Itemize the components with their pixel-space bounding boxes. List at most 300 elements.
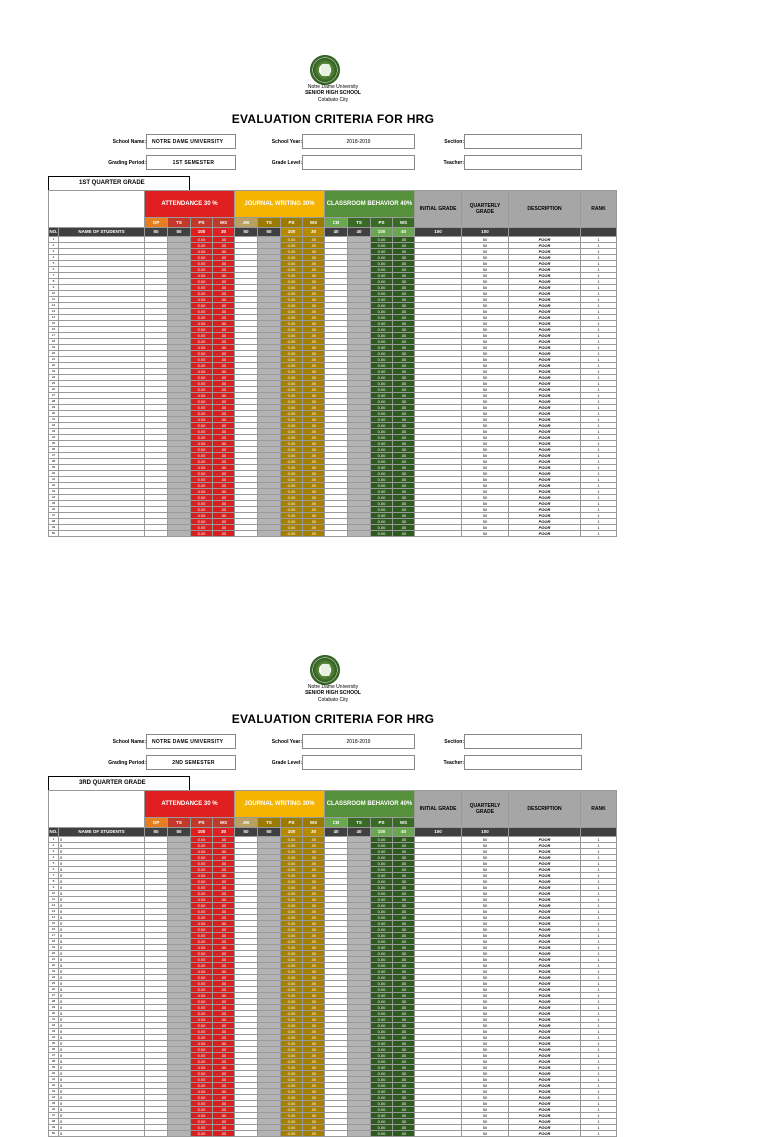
jw-ps-cell: 0.00 [281, 387, 303, 393]
cb-ps-cell: 0.00 [371, 1053, 393, 1059]
student-name-cell[interactable]: 0 [59, 1029, 145, 1035]
cb-ws-total: 40 [393, 228, 415, 237]
row-number-cell: 34 [49, 1035, 59, 1041]
att-ps-cell: 0.00 [191, 1035, 213, 1041]
att-ps-cell: 0.00 [191, 987, 213, 993]
quarterly-grade-cell: 50 [462, 435, 509, 441]
jw-ps-cell: 0.00 [281, 1089, 303, 1095]
cb-ws-cell: .00 [393, 309, 415, 315]
student-name-cell[interactable]: 0 [59, 1023, 145, 1029]
jw-ps-cell: 0.00 [281, 291, 303, 297]
student-name-cell[interactable]: 0 [59, 939, 145, 945]
rank-cell: 1 [581, 939, 617, 945]
university-seal-icon [310, 55, 340, 85]
att-ws-cell: .00 [213, 507, 235, 513]
quarterly-grade-cell: 50 [462, 855, 509, 861]
student-name-cell[interactable]: 0 [59, 1005, 145, 1011]
att-ws-cell: .00 [213, 993, 235, 999]
jw-ps-cell: 0.00 [281, 399, 303, 405]
cb-ps-cell: 0.00 [371, 471, 393, 477]
student-name-cell[interactable]: 0 [59, 1125, 145, 1131]
jw-ps-cell: 0.00 [281, 417, 303, 423]
cb-ps-cell: 0.00 [371, 381, 393, 387]
description-cell: POOR [509, 495, 581, 501]
student-name-cell[interactable]: 0 [59, 1017, 145, 1023]
jw-ps-cell: 0.00 [281, 411, 303, 417]
description-cell: POOR [509, 927, 581, 933]
cb-ps-cell: 0.00 [371, 273, 393, 279]
cb-ps-cell: 0.00 [371, 1113, 393, 1119]
row-number-cell: 46 [49, 1107, 59, 1113]
student-name-cell[interactable] [59, 531, 145, 537]
att-ps-cell: 0.00 [191, 867, 213, 873]
row-number-cell: 42 [49, 483, 59, 489]
cb-ps-cell: 0.00 [371, 243, 393, 249]
cb-cb-header: CB [325, 818, 348, 828]
grade-level-field[interactable] [302, 755, 415, 770]
att-op-header: OP [145, 218, 168, 228]
classroom-behavior-header: CLASSROOM BEHAVIOR 40% [325, 791, 415, 818]
description-cell: POOR [509, 969, 581, 975]
cb-ws-cell: .00 [393, 993, 415, 999]
row-number-cell: 29 [49, 405, 59, 411]
student-name-cell[interactable]: 0 [59, 1119, 145, 1125]
student-name-cell[interactable]: 0 [59, 1065, 145, 1071]
jw-ps-cell: 0.00 [281, 897, 303, 903]
description-cell: POOR [509, 1011, 581, 1017]
att-ws-cell: .00 [213, 291, 235, 297]
cb-ps-cell: 0.00 [371, 837, 393, 843]
student-name-cell[interactable]: 0 [59, 1011, 145, 1017]
jw-ws-cell: .00 [303, 849, 325, 855]
description-cell: POOR [509, 1083, 581, 1089]
rank-cell: 1 [581, 459, 617, 465]
jw-ps-cell: 0.00 [281, 477, 303, 483]
quarterly-grade-cell: 50 [462, 399, 509, 405]
cb-ps-cell: 0.00 [371, 1101, 393, 1107]
cb-ps-cell: 0.00 [371, 897, 393, 903]
quarterly-grade-cell: 50 [462, 999, 509, 1005]
jw-ws-cell: .00 [303, 279, 325, 285]
description-cell: POOR [509, 333, 581, 339]
jw-ps-cell: 0.00 [281, 375, 303, 381]
cb-ps-cell: 0.00 [371, 477, 393, 483]
student-name-cell[interactable]: 0 [59, 945, 145, 951]
student-name-cell[interactable]: 0 [59, 921, 145, 927]
student-name-cell[interactable]: 0 [59, 993, 145, 999]
cb-ps-total: 100 [371, 228, 393, 237]
rank-cell: 1 [581, 321, 617, 327]
teacher-field[interactable] [464, 155, 582, 170]
student-name-cell[interactable]: 0 [59, 1095, 145, 1101]
row-number-cell: 36 [49, 447, 59, 453]
student-name-cell[interactable]: 0 [59, 1035, 145, 1041]
cb-ws-cell: .00 [393, 1059, 415, 1065]
att-ws-cell: .00 [213, 957, 235, 963]
grade-level-field[interactable] [302, 155, 415, 170]
jw-ws-cell: .00 [303, 531, 325, 537]
row-number-cell: 3 [49, 249, 59, 255]
classroom-behavior-header: CLASSROOM BEHAVIOR 40% [325, 191, 415, 218]
student-name-cell[interactable]: 0 [59, 1131, 145, 1137]
student-name-cell[interactable]: 0 [59, 1047, 145, 1053]
att-ps-cell: 0.00 [191, 891, 213, 897]
rank-cell: 1 [581, 975, 617, 981]
quarterly-grade-cell: 50 [462, 459, 509, 465]
school-year-field[interactable]: 2018-2019 [302, 734, 415, 749]
jw-ps-cell: 0.00 [281, 1077, 303, 1083]
quarter-grade-label: 3RD QUARTER GRADE [48, 776, 190, 790]
quarterly-grade-cell: 50 [462, 249, 509, 255]
quarterly-grade-cell: 50 [462, 333, 509, 339]
student-name-cell[interactable]: 0 [59, 933, 145, 939]
page-title: EVALUATION CRITERIA FOR HRG [231, 112, 435, 126]
att-ws-cell: .00 [213, 369, 235, 375]
quarterly-grade-cell: 50 [462, 1017, 509, 1023]
jw-ws-cell: .00 [303, 489, 325, 495]
student-name-cell[interactable]: 0 [59, 897, 145, 903]
student-name-cell[interactable]: 0 [59, 903, 145, 909]
att-ps-cell: 0.00 [191, 435, 213, 441]
cb-ws-cell: .00 [393, 921, 415, 927]
quarterly-grade-cell: 50 [462, 1077, 509, 1083]
jw-ps-cell: 0.00 [281, 519, 303, 525]
student-name-cell[interactable]: 0 [59, 927, 145, 933]
jw-ps-cell: 0.00 [281, 921, 303, 927]
rank-cell: 1 [581, 399, 617, 405]
att-ws-cell: .00 [213, 1011, 235, 1017]
row-number-cell: 33 [49, 429, 59, 435]
row-number-cell: 9 [49, 285, 59, 291]
description-cell: POOR [509, 291, 581, 297]
rank-cell: 1 [581, 513, 617, 519]
jw-ps-cell: 0.00 [281, 963, 303, 969]
student-name-cell[interactable]: 0 [59, 957, 145, 963]
quarterly-grade-cell: 50 [462, 849, 509, 855]
rank-cell: 1 [581, 903, 617, 909]
att-ws-cell: .00 [213, 939, 235, 945]
jw-ws-cell: .00 [303, 897, 325, 903]
cb-ps-cell: 0.00 [371, 849, 393, 855]
att-ps-cell: 0.00 [191, 837, 213, 843]
cb-ps-cell: 0.00 [371, 423, 393, 429]
jw-ws-cell: .00 [303, 381, 325, 387]
row-number-cell: 38 [49, 459, 59, 465]
student-name-cell[interactable]: 0 [59, 951, 145, 957]
att-ws-cell: .00 [213, 891, 235, 897]
row-number-cell: 34 [49, 435, 59, 441]
att-ps-header: PS [191, 818, 213, 828]
cb-ps-cell: 0.00 [371, 417, 393, 423]
cb-ws-cell: .00 [393, 369, 415, 375]
section-field[interactable] [464, 734, 582, 749]
rank-cell: 1 [581, 309, 617, 315]
att-ws-cell: .00 [213, 267, 235, 273]
name-of-students-header: NAME OF STUDENTS [59, 228, 145, 237]
description-cell: POOR [509, 417, 581, 423]
student-name-cell[interactable]: 0 [59, 867, 145, 873]
att-ps-cell: 0.00 [191, 939, 213, 945]
jw-ws-cell: .00 [303, 999, 325, 1005]
att-ps-cell: 0.00 [191, 1107, 213, 1113]
att-ps-cell: 0.00 [191, 375, 213, 381]
att-ws-cell: .00 [213, 1035, 235, 1041]
att-ws-cell: .00 [213, 483, 235, 489]
cb-ps-cell: 0.00 [371, 1017, 393, 1023]
school-year-field[interactable]: 2018-2019 [302, 134, 415, 149]
row-number-cell: 37 [49, 1053, 59, 1059]
student-name-cell[interactable]: 0 [59, 837, 145, 843]
description-cell: POOR [509, 1107, 581, 1113]
student-name-cell[interactable]: 0 [59, 873, 145, 879]
cb-ws-cell: .00 [393, 345, 415, 351]
quarterly-grade-cell: 50 [462, 1131, 509, 1137]
quarterly-grade-cell: 50 [462, 273, 509, 279]
quarterly-grade-cell: 50 [462, 933, 509, 939]
att-ps-cell: 0.00 [191, 849, 213, 855]
att-ps-cell: 0.00 [191, 951, 213, 957]
jw-ps-cell: 0.00 [281, 489, 303, 495]
att-ws-cell: .00 [213, 1083, 235, 1089]
cb-ps-cell: 0.00 [371, 903, 393, 909]
teacher-field[interactable] [464, 755, 582, 770]
row-number-cell: 19 [49, 945, 59, 951]
cb-ws-cell: .00 [393, 849, 415, 855]
cb-ps-cell: 0.00 [371, 1131, 393, 1137]
student-name-cell[interactable]: 0 [59, 999, 145, 1005]
jw-ws-cell: .00 [303, 1047, 325, 1053]
student-name-cell[interactable]: 0 [59, 1089, 145, 1095]
att-ws-cell: .00 [213, 393, 235, 399]
jw-ws-cell: .00 [303, 927, 325, 933]
cb-ps-cell: 0.00 [371, 873, 393, 879]
att-ps-cell: 0.00 [191, 1029, 213, 1035]
student-name-cell[interactable]: 0 [59, 885, 145, 891]
att-ws-cell: .00 [213, 873, 235, 879]
row-number-cell: 44 [49, 495, 59, 501]
grading-period-field[interactable]: 2ND SEMESTER [146, 755, 236, 770]
student-name-cell[interactable]: 0 [59, 1041, 145, 1047]
description-cell: POOR [509, 861, 581, 867]
rank-cell: 1 [581, 849, 617, 855]
row-number-cell: 50 [49, 531, 59, 537]
row-number-cell: 12 [49, 303, 59, 309]
att-ps-cell: 0.00 [191, 519, 213, 525]
jw-ws-cell: .00 [303, 267, 325, 273]
cb-ps-cell: 0.00 [371, 357, 393, 363]
jw-ps-cell: 0.00 [281, 1059, 303, 1065]
student-name-cell[interactable]: 0 [59, 879, 145, 885]
rank-cell: 1 [581, 531, 617, 537]
att-ps-cell: 0.00 [191, 981, 213, 987]
jw-ws-cell: .00 [303, 471, 325, 477]
quarterly-grade-cell: 50 [462, 369, 509, 375]
grading-period-field[interactable]: 1ST SEMESTER [146, 155, 236, 170]
jw-ws-cell: .00 [303, 285, 325, 291]
rank-cell: 1 [581, 1101, 617, 1107]
student-name-cell[interactable]: 0 [59, 1113, 145, 1119]
jw-ps-cell: 0.00 [281, 861, 303, 867]
quarterly-grade-cell: 50 [462, 1023, 509, 1029]
jw-ws-cell: .00 [303, 357, 325, 363]
att-ws-cell: .00 [213, 315, 235, 321]
att-ws-cell: .00 [213, 1059, 235, 1065]
student-name-cell[interactable]: 0 [59, 987, 145, 993]
student-name-cell[interactable]: 0 [59, 891, 145, 897]
description-cell: POOR [509, 507, 581, 513]
jw-ps-cell: 0.00 [281, 855, 303, 861]
att-ws-cell: .00 [213, 249, 235, 255]
att-ps-cell: 0.00 [191, 885, 213, 891]
jw-ps-cell: 0.00 [281, 381, 303, 387]
jw-ws-cell: .00 [303, 375, 325, 381]
description-cell: POOR [509, 1023, 581, 1029]
quarterly-grade-cell: 50 [462, 927, 509, 933]
quarterly-grade-cell: 50 [462, 1041, 509, 1047]
student-name-cell[interactable]: 0 [59, 1071, 145, 1077]
description-cell: POOR [509, 279, 581, 285]
school-name-field[interactable]: NOTRE DAME UNIVERSITY [146, 734, 236, 749]
description-cell: POOR [509, 951, 581, 957]
student-name-cell[interactable]: 0 [59, 981, 145, 987]
jw-ws-cell: .00 [303, 957, 325, 963]
att-ps-cell: 0.00 [191, 465, 213, 471]
cb-ps-cell: 0.00 [371, 957, 393, 963]
quarterly-grade-cell: 50 [462, 861, 509, 867]
no-header: NO. [49, 828, 59, 837]
journal-writing-header: JOURNAL WRITING 30% [235, 191, 325, 218]
rank-cell: 1 [581, 465, 617, 471]
jw-ps-cell: 0.00 [281, 405, 303, 411]
rank-cell: 1 [581, 837, 617, 843]
student-name-cell[interactable]: 0 [59, 861, 145, 867]
description-cell: POOR [509, 255, 581, 261]
jw-ps-cell: 0.00 [281, 249, 303, 255]
att-ps-cell: 0.00 [191, 1131, 213, 1137]
att-ps-cell: 0.00 [191, 1047, 213, 1053]
quarterly-grade-total: 100 [462, 228, 509, 237]
student-name-cell[interactable]: 0 [59, 1053, 145, 1059]
row-number-cell: 43 [49, 489, 59, 495]
quarterly-grade-cell: 50 [462, 321, 509, 327]
att-ws-cell: .00 [213, 381, 235, 387]
cb-ws-cell: .00 [393, 873, 415, 879]
rank-cell: 1 [581, 249, 617, 255]
jw-ps-cell: 0.00 [281, 1047, 303, 1053]
row-number-cell: 4 [49, 855, 59, 861]
jw-ps-cell: 0.00 [281, 351, 303, 357]
rank-cell: 1 [581, 393, 617, 399]
cb-ps-cell: 0.00 [371, 981, 393, 987]
description-cell: POOR [509, 843, 581, 849]
jw-ws-cell: .00 [303, 921, 325, 927]
att-ps-cell: 0.00 [191, 327, 213, 333]
cb-ps-cell: 0.00 [371, 927, 393, 933]
jw-jw-header: JW [235, 818, 258, 828]
cb-ws-cell: .00 [393, 891, 415, 897]
cb-ws-cell: .00 [393, 885, 415, 891]
jw-ws-cell: .00 [303, 411, 325, 417]
cb-ws-cell: .00 [393, 1089, 415, 1095]
cb-ps-cell: 0.00 [371, 489, 393, 495]
row-number-cell: 43 [49, 1089, 59, 1095]
student-name-cell[interactable]: 0 [59, 1059, 145, 1065]
quarterly-grade-cell: 50 [462, 495, 509, 501]
school-name-field[interactable]: NOTRE DAME UNIVERSITY [146, 134, 236, 149]
jw-ws-cell: .00 [303, 1053, 325, 1059]
student-name-cell[interactable]: 0 [59, 1077, 145, 1083]
jw-ps-cell: 0.00 [281, 465, 303, 471]
jw-ps-cell: 0.00 [281, 957, 303, 963]
attendance-header: ATTENDANCE 30 % [145, 791, 235, 818]
cb-ws-cell: .00 [393, 411, 415, 417]
row-number-cell: 45 [49, 501, 59, 507]
att-ps-cell: 0.00 [191, 339, 213, 345]
student-name-cell[interactable]: 0 [59, 915, 145, 921]
cb-ws-cell: .00 [393, 489, 415, 495]
rank-cell: 1 [581, 357, 617, 363]
att-ps-cell: 0.00 [191, 1125, 213, 1131]
section-field[interactable] [464, 134, 582, 149]
cb-ps-cell: 0.00 [371, 1071, 393, 1077]
student-name-cell[interactable]: 0 [59, 1107, 145, 1113]
jw-ws-cell: .00 [303, 1119, 325, 1125]
student-name-cell[interactable]: 0 [59, 855, 145, 861]
jw-ps-cell: 0.00 [281, 909, 303, 915]
quarterly-grade-cell: 50 [462, 1101, 509, 1107]
grading-period-label: Grading Period: [108, 160, 146, 166]
cb-ps-cell: 0.00 [371, 909, 393, 915]
att-ws-cell: .00 [213, 1101, 235, 1107]
student-name-cell[interactable]: 0 [59, 975, 145, 981]
jw-ps-cell: 0.00 [281, 903, 303, 909]
jw-ws-cell: .00 [303, 963, 325, 969]
jw-ws-cell: .00 [303, 399, 325, 405]
cb-ps-cell: 0.00 [371, 339, 393, 345]
att-ps-cell: 0.00 [191, 879, 213, 885]
cb-ws-cell: .00 [393, 291, 415, 297]
row-number-cell: 17 [49, 933, 59, 939]
row-number-cell: 46 [49, 507, 59, 513]
att-ws-cell: .00 [213, 969, 235, 975]
student-name-cell[interactable]: 0 [59, 963, 145, 969]
row-number-cell: 12 [49, 903, 59, 909]
att-ws-cell: .00 [213, 303, 235, 309]
jw-ws-cell: .00 [303, 1107, 325, 1113]
cb-cb-total: 40 [325, 228, 348, 237]
att-ps-cell: 0.00 [191, 429, 213, 435]
att-ps-cell: 0.00 [191, 321, 213, 327]
student-name-cell[interactable]: 0 [59, 1101, 145, 1107]
student-name-cell[interactable]: 0 [59, 843, 145, 849]
jw-ps-cell: 0.00 [281, 495, 303, 501]
school-name-heading: SENIOR HIGH SCHOOL [305, 690, 361, 696]
quarterly-grade-cell: 50 [462, 351, 509, 357]
initial-grade-cell [415, 531, 462, 537]
quarterly-grade-cell: 50 [462, 261, 509, 267]
jw-ps-cell: 0.00 [281, 1065, 303, 1071]
jw-jw-total: 50 [235, 828, 258, 837]
student-name-cell[interactable]: 0 [59, 969, 145, 975]
quarterly-grade-cell: 50 [462, 279, 509, 285]
student-name-cell[interactable]: 0 [59, 849, 145, 855]
student-name-cell[interactable]: 0 [59, 1083, 145, 1089]
student-name-cell[interactable]: 0 [59, 909, 145, 915]
att-op-cell [145, 531, 168, 537]
att-ws-cell: .00 [213, 495, 235, 501]
att-ps-cell: 0.00 [191, 249, 213, 255]
jw-ps-cell: 0.00 [281, 843, 303, 849]
